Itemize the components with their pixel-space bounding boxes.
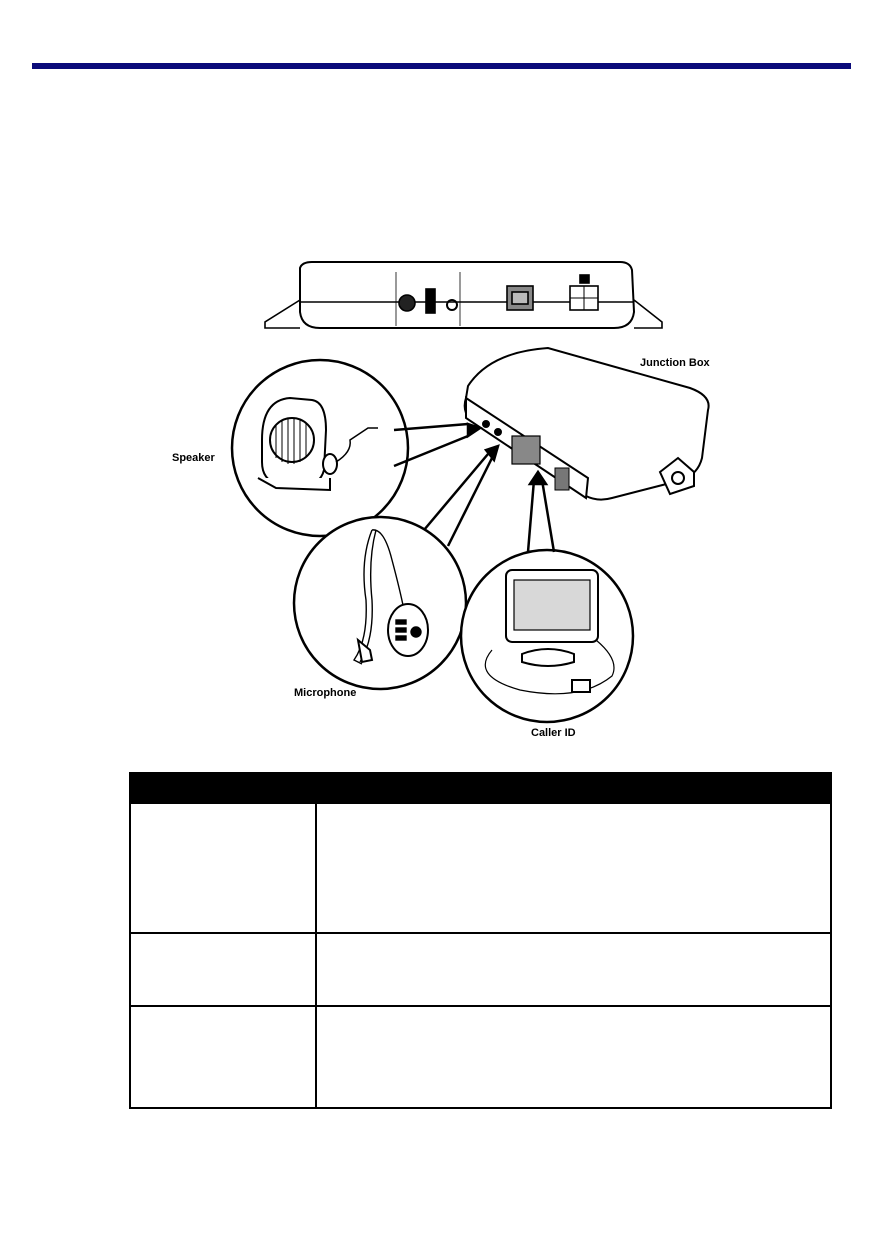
junction-box xyxy=(465,348,709,500)
table-cell xyxy=(316,933,831,1006)
table-cell xyxy=(316,1006,831,1108)
label-junction-box: Junction Box xyxy=(640,357,710,369)
label-caller-id: Caller ID xyxy=(531,727,576,739)
label-speaker: Speaker xyxy=(172,452,215,464)
table-cell xyxy=(130,933,316,1006)
junction-box-back-panel xyxy=(265,262,662,328)
table-row xyxy=(130,1006,831,1108)
table-header-row xyxy=(130,773,831,803)
table-row xyxy=(130,803,831,933)
table-cell xyxy=(130,803,316,933)
spec-table xyxy=(129,772,832,1109)
table-header-cell xyxy=(316,773,831,803)
table-row xyxy=(130,933,831,1006)
table-cell xyxy=(316,803,831,933)
label-microphone: Microphone xyxy=(294,687,357,699)
table-header-cell xyxy=(130,773,316,803)
table-cell xyxy=(130,1006,316,1108)
